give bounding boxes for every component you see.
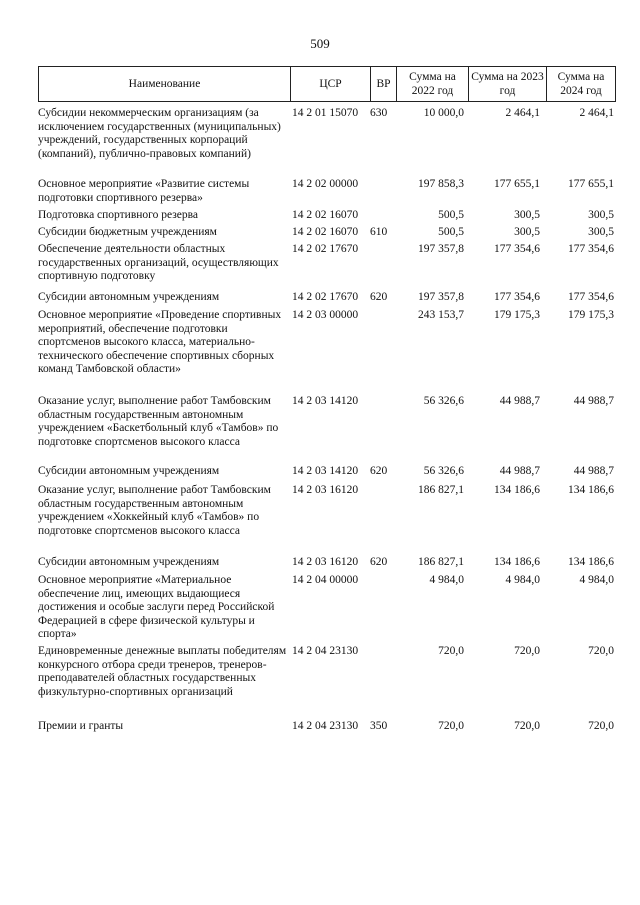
row-vr: 610 bbox=[370, 226, 388, 238]
row-name: Подготовка спортивного резерва bbox=[38, 209, 199, 221]
table-header bbox=[38, 66, 616, 102]
row-sum-2023: 44 988,7 bbox=[499, 395, 540, 407]
row-sum-2022: 243 153,7 bbox=[418, 309, 464, 321]
row-vr: 630 bbox=[370, 107, 388, 119]
header-name: Наименование bbox=[39, 67, 291, 101]
row-sum-2024: 720,0 bbox=[588, 645, 614, 657]
row-name: Субсидии бюджетным учреждениям bbox=[38, 226, 217, 238]
row-csr: 14 2 02 16070 bbox=[292, 209, 359, 221]
row-name: Субсидии автономным учреждениям bbox=[38, 291, 220, 303]
row-sum-2022: 56 326,6 bbox=[423, 465, 464, 477]
row-sum-2022: 10 000,0 bbox=[423, 107, 464, 119]
row-name: Субсидии некоммерческим организациям (за исключением государственных (муниципальных) учреждений, государственных корпораций (компаний), публично-правовых компаний) bbox=[38, 107, 281, 160]
row-csr: 14 2 03 00000 bbox=[292, 309, 359, 321]
row-vr: 620 bbox=[370, 465, 388, 477]
row-sum-2022: 56 326,6 bbox=[423, 395, 464, 407]
row-name: Субсидии автономным учреждениям bbox=[38, 556, 220, 568]
row-sum-2022: 197 357,8 bbox=[418, 243, 464, 255]
header-sum-2024: Сумма на 2024 год bbox=[557, 71, 605, 97]
row-sum-2023: 2 464,1 bbox=[505, 107, 540, 119]
header-sum-2023: Сумма на 2023 год bbox=[469, 67, 547, 101]
row-name: Основное мероприятие «Проведение спортивных мероприятий, обеспечение подготовки спортсменов высокого класса, материально-технического обеспечение спортивных сборных команд Тамбовской области» bbox=[38, 309, 282, 376]
row-sum-2023: 720,0 bbox=[514, 645, 540, 657]
row-sum-2022: 500,5 bbox=[438, 226, 464, 238]
row-csr: 14 2 03 14120 bbox=[292, 465, 359, 477]
page-number: 509 bbox=[310, 36, 330, 51]
row-sum-2024: 300,5 bbox=[588, 209, 614, 221]
row-name: Оказание услуг, выполнение работ Тамбовским областным государственным автономным учреждением «Хоккейный клуб «Тамбов» по подготовке спортсменов высокого класса bbox=[38, 484, 271, 537]
row-csr: 14 2 04 23130 bbox=[292, 645, 359, 657]
row-csr: 14 2 02 17670 bbox=[292, 243, 359, 255]
row-name: Основное мероприятие «Развитие системы подготовки спортивного резерва» bbox=[38, 178, 250, 204]
row-csr: 14 2 01 15070 bbox=[292, 107, 359, 119]
row-sum-2024: 177 354,6 bbox=[568, 291, 614, 303]
row-sum-2024: 134 186,6 bbox=[568, 484, 614, 496]
row-sum-2023: 134 186,6 bbox=[494, 484, 540, 496]
row-sum-2022: 4 984,0 bbox=[429, 574, 464, 586]
header-vr: ВР bbox=[371, 67, 397, 101]
row-sum-2023: 720,0 bbox=[514, 720, 540, 732]
header-csr: ЦСР bbox=[291, 67, 371, 101]
row-sum-2024: 720,0 bbox=[588, 720, 614, 732]
row-sum-2023: 134 186,6 bbox=[494, 556, 540, 568]
row-sum-2023: 177 354,6 bbox=[494, 291, 540, 303]
row-vr: 620 bbox=[370, 556, 388, 568]
row-sum-2024: 134 186,6 bbox=[568, 556, 614, 568]
row-csr: 14 2 02 00000 bbox=[292, 178, 359, 190]
row-sum-2024: 177 655,1 bbox=[568, 178, 614, 190]
row-sum-2023: 4 984,0 bbox=[505, 574, 540, 586]
row-sum-2023: 177 655,1 bbox=[494, 178, 540, 190]
row-vr: 620 bbox=[370, 291, 388, 303]
row-name: Премии и гранты bbox=[38, 720, 124, 732]
row-csr: 14 2 02 16070 bbox=[292, 226, 359, 238]
row-sum-2022: 186 827,1 bbox=[418, 484, 464, 496]
row-name: Обеспечение деятельности областных государственных организаций, осуществляющих спортивную подготовку bbox=[38, 243, 279, 283]
row-sum-2024: 300,5 bbox=[588, 226, 614, 238]
row-sum-2022: 186 827,1 bbox=[418, 556, 464, 568]
row-csr: 14 2 04 00000 bbox=[292, 574, 359, 586]
row-sum-2024: 2 464,1 bbox=[579, 107, 614, 119]
row-sum-2024: 4 984,0 bbox=[579, 574, 614, 586]
row-sum-2022: 720,0 bbox=[438, 720, 464, 732]
row-sum-2024: 44 988,7 bbox=[573, 465, 614, 477]
row-name: Единовременные денежные выплаты победителям конкурсного отбора среди тренеров, тренеров-преподавателей областных государственных физкультурно-спортивных организаций bbox=[38, 645, 287, 698]
row-sum-2022: 500,5 bbox=[438, 209, 464, 221]
row-sum-2022: 197 357,8 bbox=[418, 291, 464, 303]
row-name: Основное мероприятие «Материальное обеспечение лиц, имеющих выдающиеся достижения и особые заслуги перед Российской Федерацией в сфере физической культуры и спорта» bbox=[38, 574, 275, 641]
row-sum-2023: 179 175,3 bbox=[494, 309, 540, 321]
row-name: Субсидии автономным учреждениям bbox=[38, 465, 220, 477]
row-name: Оказание услуг, выполнение работ Тамбовским областным государственным автономным учреждением «Баскетбольный клуб «Тамбов» по подготовке спортсменов высокого класса bbox=[38, 395, 279, 448]
row-sum-2023: 177 354,6 bbox=[494, 243, 540, 255]
row-csr: 14 2 04 23130 bbox=[292, 720, 359, 732]
row-sum-2023: 300,5 bbox=[514, 226, 540, 238]
row-csr: 14 2 03 14120 bbox=[292, 395, 359, 407]
header-sum-2022: Сумма на 2022 год bbox=[397, 67, 469, 101]
row-sum-2024: 44 988,7 bbox=[573, 395, 614, 407]
row-sum-2022: 197 858,3 bbox=[418, 178, 464, 190]
row-csr: 14 2 03 16120 bbox=[292, 484, 359, 496]
row-sum-2022: 720,0 bbox=[438, 645, 464, 657]
row-sum-2024: 179 175,3 bbox=[568, 309, 614, 321]
row-csr: 14 2 02 17670 bbox=[292, 291, 359, 303]
row-sum-2023: 44 988,7 bbox=[499, 465, 540, 477]
row-sum-2023: 300,5 bbox=[514, 209, 540, 221]
row-csr: 14 2 03 16120 bbox=[292, 556, 359, 568]
row-sum-2024: 177 354,6 bbox=[568, 243, 614, 255]
row-vr: 350 bbox=[370, 720, 388, 732]
